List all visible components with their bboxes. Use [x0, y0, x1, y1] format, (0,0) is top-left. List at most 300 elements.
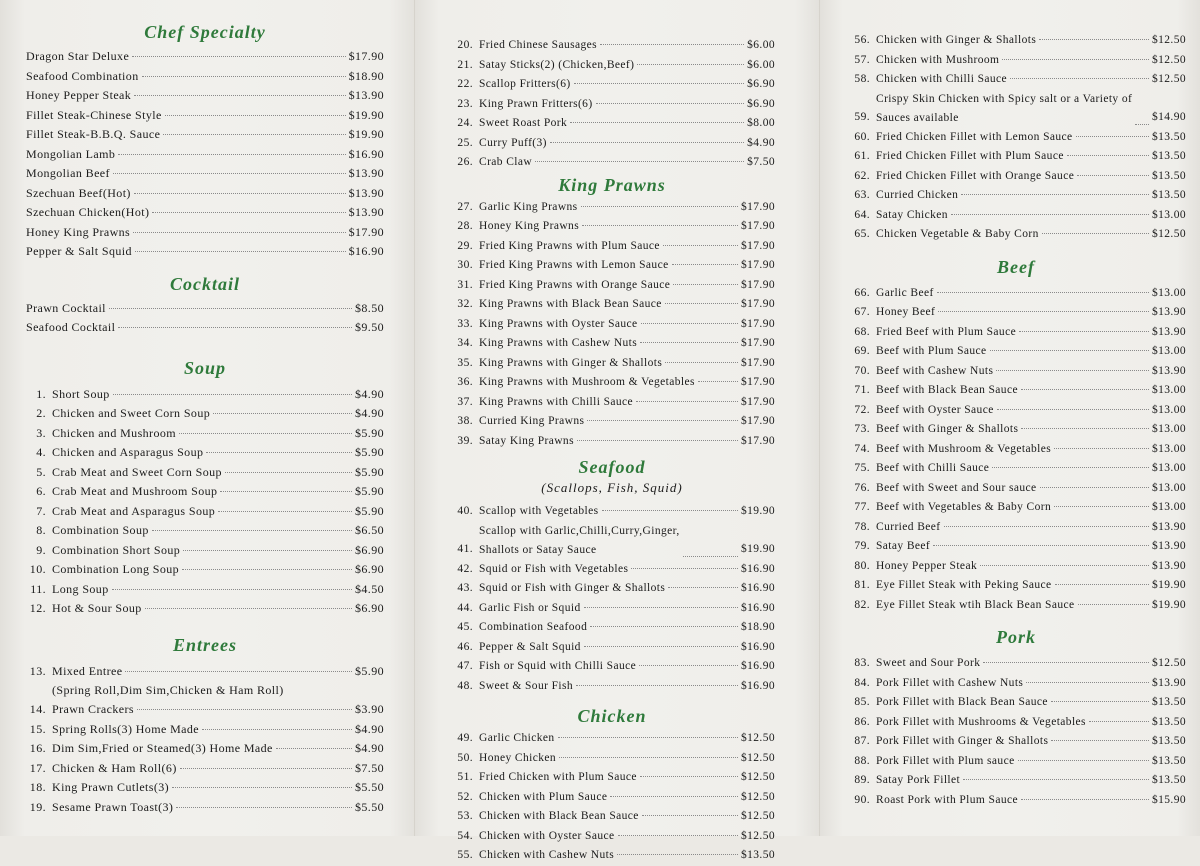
item-number: 76. — [854, 481, 870, 494]
item-price: $13.90 — [1151, 676, 1186, 689]
item-price: $13.90 — [348, 88, 384, 102]
item-name: Sweet & Sour Fish — [479, 679, 574, 692]
item-price: $4.50 — [355, 581, 384, 596]
leader-dots — [996, 370, 1149, 371]
item-name: Pepper & Salt Squid — [479, 640, 581, 653]
leader-dots — [176, 807, 352, 808]
item-note: (Spring Roll,Dim Sim,Chicken & Ham Roll) — [52, 683, 284, 697]
menu-item-list — [449, 729, 775, 866]
item-name: Fried King Prawns with Plum Sauce — [479, 239, 660, 252]
item-name: Beef with Sweet and Sour sauce — [876, 481, 1037, 494]
menu-item — [449, 315, 775, 335]
item-name-line2: Sauces available — [876, 111, 959, 124]
leader-dots — [1021, 799, 1149, 800]
item-number: 38. — [457, 415, 473, 427]
item-price: $7.50 — [747, 156, 775, 168]
item-number: 50. — [457, 751, 473, 764]
item-price: $16.90 — [740, 679, 775, 692]
item-name: Honey King Prawns — [26, 224, 131, 239]
item-price: $13.50 — [1151, 169, 1186, 182]
item-price: $14.90 — [1151, 111, 1186, 123]
item-name: Chicken with Oyster Sauce — [479, 829, 615, 842]
item-name: Crab Meat and Mushroom Soup — [52, 484, 218, 498]
item-name: Chicken with Cashew Nuts — [479, 849, 615, 861]
item-number: 8. — [36, 523, 46, 537]
menu-item — [449, 237, 775, 257]
menu-item — [449, 522, 775, 560]
menu-item — [846, 284, 1186, 304]
item-price: $4.90 — [355, 741, 384, 755]
item-price: $17.90 — [740, 415, 775, 427]
menu-section — [846, 627, 1186, 810]
item-name: Sweet Roast Pork — [479, 117, 568, 129]
leader-dots — [1010, 78, 1149, 79]
item-name: Curried King Prawns — [479, 415, 585, 427]
leader-dots — [142, 76, 346, 77]
item-name: Scallop with Vegetables — [479, 505, 599, 517]
menu-item — [449, 599, 775, 619]
item-number: 22. — [457, 78, 473, 90]
item-price: $13.50 — [1151, 715, 1186, 728]
item-name: Honey Beef — [876, 306, 936, 318]
item-number: 48. — [457, 679, 473, 692]
item-name: Fried Chicken Fillet with Orange Sauce — [876, 169, 1075, 182]
item-name: Fried Beef with Plum Sauce — [876, 325, 1017, 338]
leader-dots — [961, 194, 1149, 195]
item-number: 59. — [854, 111, 870, 123]
menu-item-list — [26, 47, 384, 262]
leader-dots — [135, 251, 346, 252]
item-number: 89. — [854, 774, 870, 786]
item-name: Long Soup — [52, 581, 109, 596]
item-number: 26. — [457, 156, 473, 168]
item-name: Squid or Fish with Vegetables — [479, 562, 629, 575]
menu-section — [449, 457, 775, 696]
item-price: $13.00 — [1151, 384, 1186, 396]
leader-dots — [165, 115, 346, 116]
menu-item — [449, 412, 775, 432]
item-price: $12.50 — [740, 771, 775, 783]
leader-dots — [602, 510, 738, 511]
item-name: Beef with Chilli Sauce — [876, 462, 990, 474]
item-name: Garlic King Prawns — [479, 200, 578, 213]
menu-item — [846, 342, 1186, 362]
item-name: Eye Fillet Steak wtih Black Bean Sauce — [876, 598, 1075, 611]
item-price: $17.90 — [740, 200, 775, 213]
menu-item-list — [26, 662, 384, 818]
item-price: $19.90 — [348, 107, 384, 122]
item-price: $5.50 — [355, 780, 384, 794]
leader-dots — [559, 757, 738, 758]
item-name: Hot & Sour Soup — [52, 601, 142, 615]
leader-dots — [133, 232, 345, 233]
item-number: 3. — [36, 425, 46, 440]
menu-item — [449, 579, 775, 599]
item-name: Honey Pepper Steak — [26, 88, 132, 102]
leader-dots — [213, 413, 352, 414]
leader-dots — [163, 134, 345, 135]
item-number: 56. — [854, 34, 870, 46]
item-price: $13.90 — [1151, 306, 1186, 318]
leader-dots — [937, 292, 1149, 293]
leader-dots — [938, 311, 1149, 312]
item-price: $19.90 — [1151, 598, 1186, 611]
item-price: $16.90 — [740, 660, 775, 672]
item-price: $19.90 — [740, 505, 775, 517]
menu-panel-right — [820, 0, 1200, 836]
item-number: 72. — [854, 403, 870, 416]
item-name: Chicken with Mushroom — [876, 53, 1000, 66]
leader-dots — [1039, 39, 1149, 40]
leader-dots — [1042, 233, 1149, 234]
menu-item — [449, 827, 775, 847]
menu-item — [26, 223, 384, 243]
menu-item — [26, 385, 384, 405]
leader-dots — [1054, 448, 1149, 449]
section-subtitle: (Scallops, Fish, Squid) — [541, 480, 683, 495]
item-name: King Prawns with Chilli Sauce — [479, 395, 634, 408]
menu-item — [26, 580, 384, 600]
item-name: Fillet Steak-Chinese Style — [26, 107, 162, 122]
menu-item — [26, 67, 384, 87]
item-number: 23. — [457, 97, 473, 110]
menu-item — [26, 662, 384, 682]
item-name: Spring Rolls(3) Home Made — [52, 721, 199, 736]
item-number: 24. — [457, 117, 473, 129]
item-price: $13.50 — [1151, 754, 1186, 767]
menu-item — [26, 47, 384, 67]
menu-item — [449, 153, 775, 173]
item-name: Beef with Oyster Sauce — [876, 403, 994, 416]
menu-item — [846, 732, 1186, 752]
item-name: Fish or Squid with Chilli Sauce — [479, 660, 637, 672]
item-price: $13.50 — [1151, 696, 1186, 708]
menu-item — [846, 323, 1186, 343]
leader-dots — [933, 545, 1149, 546]
item-name: Mixed Entree — [52, 663, 123, 678]
menu-item — [846, 225, 1186, 245]
item-price: $12.50 — [740, 732, 775, 744]
item-number: 40. — [457, 505, 473, 517]
item-name: Satay Pork Fillet — [876, 774, 961, 786]
item-name: Chicken and Asparagus Soup — [52, 445, 204, 459]
item-number: 33. — [457, 317, 473, 330]
menu-item — [26, 145, 384, 165]
menu-item — [846, 70, 1186, 90]
item-name: Scallop Fritters(6) — [479, 78, 571, 90]
item-price: $9.50 — [355, 320, 384, 334]
leader-dots — [581, 206, 738, 207]
section-title: Pork — [996, 627, 1036, 647]
item-name: Szechuan Beef(Hot) — [26, 185, 131, 200]
item-name: Curry Puff(3) — [479, 136, 547, 149]
item-price: $4.90 — [355, 386, 384, 401]
menu-item — [449, 75, 775, 95]
item-price: $6.90 — [355, 562, 384, 576]
leader-dots — [642, 815, 738, 816]
item-name: Beef with Ginger & Shallots — [876, 423, 1019, 435]
item-name: Garlic Fish or Squid — [479, 601, 581, 614]
leader-dots — [1076, 136, 1149, 137]
menu-item — [846, 206, 1186, 226]
item-name-line2: Shallots or Satay Sauce — [479, 543, 597, 556]
leader-dots — [220, 491, 352, 492]
item-number: 80. — [854, 559, 870, 572]
item-name: Pork Fillet with Ginger & Shallots — [876, 735, 1049, 747]
item-name: Sweet and Sour Pork — [876, 657, 981, 669]
item-number: 13. — [29, 663, 46, 678]
item-price: $13.50 — [1151, 130, 1186, 143]
menu-item — [26, 778, 384, 798]
leader-dots — [172, 787, 352, 788]
menu-item — [846, 31, 1186, 51]
item-price: $16.90 — [740, 582, 775, 594]
item-name: Crab Meat and Sweet Corn Soup — [52, 464, 222, 479]
item-name: King Prawns with Ginger & Shallots — [479, 356, 663, 369]
menu-item-list — [846, 654, 1186, 810]
item-price: $13.00 — [1151, 208, 1186, 221]
item-price: $13.50 — [1151, 150, 1186, 162]
item-price: $13.50 — [1151, 189, 1186, 201]
item-price: $16.90 — [740, 562, 775, 575]
item-number: 39. — [457, 434, 473, 447]
leader-dots — [118, 154, 345, 155]
leader-dots — [698, 381, 738, 382]
item-number: 11. — [30, 581, 46, 596]
menu-item — [449, 114, 775, 134]
menu-item — [846, 51, 1186, 71]
item-name: Pork Fillet with Cashew Nuts — [876, 676, 1024, 689]
section-title: Cocktail — [170, 273, 240, 294]
menu-item — [449, 95, 775, 115]
leader-dots — [951, 214, 1149, 215]
leader-dots — [1051, 740, 1149, 741]
item-price: $17.90 — [740, 356, 775, 369]
leader-dots — [636, 401, 738, 402]
leader-dots — [1135, 124, 1149, 125]
leader-dots — [125, 671, 352, 672]
menu-item — [26, 106, 384, 126]
leader-dots — [218, 511, 352, 512]
leader-dots — [1077, 175, 1149, 176]
leader-dots — [1021, 389, 1149, 390]
item-name: Garlic Chicken — [479, 732, 555, 744]
item-name: Beef with Cashew Nuts — [876, 364, 994, 377]
leader-dots — [1051, 701, 1149, 702]
leader-dots — [584, 646, 738, 647]
menu-item — [449, 768, 775, 788]
item-price: $6.50 — [355, 523, 384, 537]
menu-item — [846, 537, 1186, 557]
item-price: $5.90 — [355, 445, 384, 459]
leader-dots — [152, 212, 345, 213]
menu-item-list — [26, 299, 384, 338]
item-name: Sesame Prawn Toast(3) — [52, 799, 174, 814]
item-price: $13.00 — [1151, 462, 1186, 474]
item-number: 32. — [457, 298, 473, 310]
menu-item — [26, 739, 384, 759]
leader-dots — [992, 467, 1149, 468]
leader-dots — [618, 835, 738, 836]
leader-dots — [183, 550, 352, 551]
item-price: $13.90 — [348, 166, 384, 180]
menu-section — [449, 706, 775, 866]
item-name: Seafood Cocktail — [26, 320, 116, 334]
item-price: $13.90 — [1151, 559, 1186, 572]
menu-item — [449, 36, 775, 56]
menu-item — [846, 654, 1186, 674]
leader-dots — [225, 472, 352, 473]
leader-dots — [535, 161, 744, 162]
item-price: $16.90 — [740, 640, 775, 653]
item-price: $13.00 — [1151, 345, 1186, 357]
section-title: Chef Specialty — [144, 22, 266, 42]
menu-item — [26, 541, 384, 561]
item-price: $13.00 — [1151, 423, 1186, 435]
leader-dots — [672, 264, 738, 265]
item-name: Pork Fillet with Black Bean Sauce — [876, 696, 1048, 708]
item-price: $17.90 — [740, 317, 775, 330]
menu-item — [449, 560, 775, 580]
leader-dots — [596, 103, 745, 104]
leader-dots — [640, 342, 738, 343]
item-price: $13.50 — [1151, 774, 1186, 786]
item-name: Fried Chicken Fillet with Plum Sauce — [876, 150, 1064, 162]
item-price: $12.50 — [1151, 657, 1186, 669]
item-name: Eye Fillet Steak with Peking Sauce — [876, 579, 1052, 591]
section-title: Beef — [997, 256, 1035, 277]
menu-item — [846, 674, 1186, 694]
item-price: $17.90 — [740, 376, 775, 388]
item-name: Combination Long Soup — [52, 562, 180, 576]
item-name: King Prawn Fritters(6) — [479, 97, 593, 110]
menu-item — [449, 56, 775, 76]
menu-item — [846, 440, 1186, 460]
item-price: $6.90 — [355, 601, 384, 615]
item-name: Satay Beef — [876, 540, 931, 552]
item-name: Satay Sticks(2) (Chicken,Beef) — [479, 58, 635, 71]
leader-dots — [980, 565, 1149, 566]
item-name: Garlic Beef — [876, 286, 934, 299]
item-price: $19.90 — [1151, 579, 1186, 591]
item-price: $17.90 — [740, 434, 775, 447]
item-number: 66. — [854, 286, 870, 299]
menu-item — [26, 463, 384, 483]
leader-dots — [1078, 604, 1149, 605]
menu-item — [846, 401, 1186, 421]
menu-item — [449, 657, 775, 677]
leader-dots — [983, 662, 1149, 663]
item-name: Curried Chicken — [876, 189, 959, 201]
menu-item — [449, 134, 775, 154]
menu-section — [26, 274, 384, 338]
item-number: 70. — [854, 364, 870, 377]
item-price: $3.90 — [355, 702, 384, 716]
item-number: 47. — [457, 660, 473, 672]
menu-section — [449, 36, 775, 173]
item-name: Dragon Star Deluxe — [26, 49, 130, 63]
menu-item — [846, 420, 1186, 440]
leader-dots — [641, 323, 738, 324]
menu-item — [26, 521, 384, 541]
leader-dots — [576, 685, 738, 686]
menu-item — [26, 560, 384, 580]
menu-item — [846, 518, 1186, 538]
item-price: $12.50 — [740, 790, 775, 803]
item-number: 45. — [457, 621, 473, 633]
item-name: Beef with Plum Sauce — [876, 345, 987, 357]
menu-item — [449, 217, 775, 237]
leader-dots — [639, 665, 738, 666]
item-name: Fried King Prawns with Lemon Sauce — [479, 259, 669, 271]
item-number: 36. — [457, 376, 473, 388]
item-number: 78. — [854, 520, 870, 533]
item-number: 58. — [854, 73, 870, 85]
leader-dots — [582, 225, 738, 226]
item-name-line1: Scallop with Garlic,Chilli,Curry,Ginger, — [479, 524, 680, 537]
item-number: 60. — [854, 130, 870, 143]
leader-dots — [997, 409, 1149, 410]
menu-item — [846, 459, 1186, 479]
leader-dots — [590, 626, 738, 627]
item-number: 44. — [457, 601, 473, 614]
item-number: 90. — [854, 793, 870, 806]
item-name: King Prawn Cutlets(3) — [52, 780, 170, 794]
item-price: $13.90 — [348, 185, 384, 200]
item-name: Mongolian Beef — [26, 166, 110, 180]
menu-item — [26, 318, 384, 338]
menu-item — [846, 771, 1186, 791]
leader-dots — [206, 452, 352, 453]
menu-item-list — [449, 36, 775, 173]
menu-item — [846, 186, 1186, 206]
item-number: 68. — [854, 325, 870, 338]
item-name — [479, 522, 680, 560]
menu-item — [846, 362, 1186, 382]
item-name — [876, 90, 1132, 128]
item-name: Combination Short Soup — [52, 542, 181, 557]
leader-dots — [1055, 584, 1149, 585]
item-name: King Prawns with Oyster Sauce — [479, 317, 638, 330]
leader-dots — [683, 556, 738, 557]
item-number: 85. — [854, 696, 870, 708]
item-number: 6. — [36, 484, 46, 498]
item-number: 15. — [29, 721, 46, 736]
menu-section — [846, 257, 1186, 616]
menu-section — [846, 31, 1186, 245]
menu-item — [449, 807, 775, 827]
item-number: 10. — [29, 562, 46, 576]
menu-item — [449, 354, 775, 374]
item-price: $17.90 — [740, 298, 775, 310]
leader-dots — [1018, 760, 1149, 761]
menu-item — [26, 700, 384, 720]
item-number: 81. — [854, 579, 870, 591]
menu-item — [449, 638, 775, 658]
item-name: Short Soup — [52, 386, 110, 401]
menu-item — [449, 502, 775, 522]
item-price: $18.90 — [740, 621, 775, 633]
menu-item — [26, 599, 384, 619]
item-price: $12.50 — [1151, 73, 1186, 85]
item-price: $13.00 — [1151, 501, 1186, 513]
leader-dots — [944, 526, 1149, 527]
item-number: 62. — [854, 169, 870, 182]
item-price: $15.90 — [1151, 793, 1186, 806]
menu-item — [26, 443, 384, 463]
item-price: $13.90 — [348, 205, 384, 219]
leader-dots — [963, 779, 1149, 780]
